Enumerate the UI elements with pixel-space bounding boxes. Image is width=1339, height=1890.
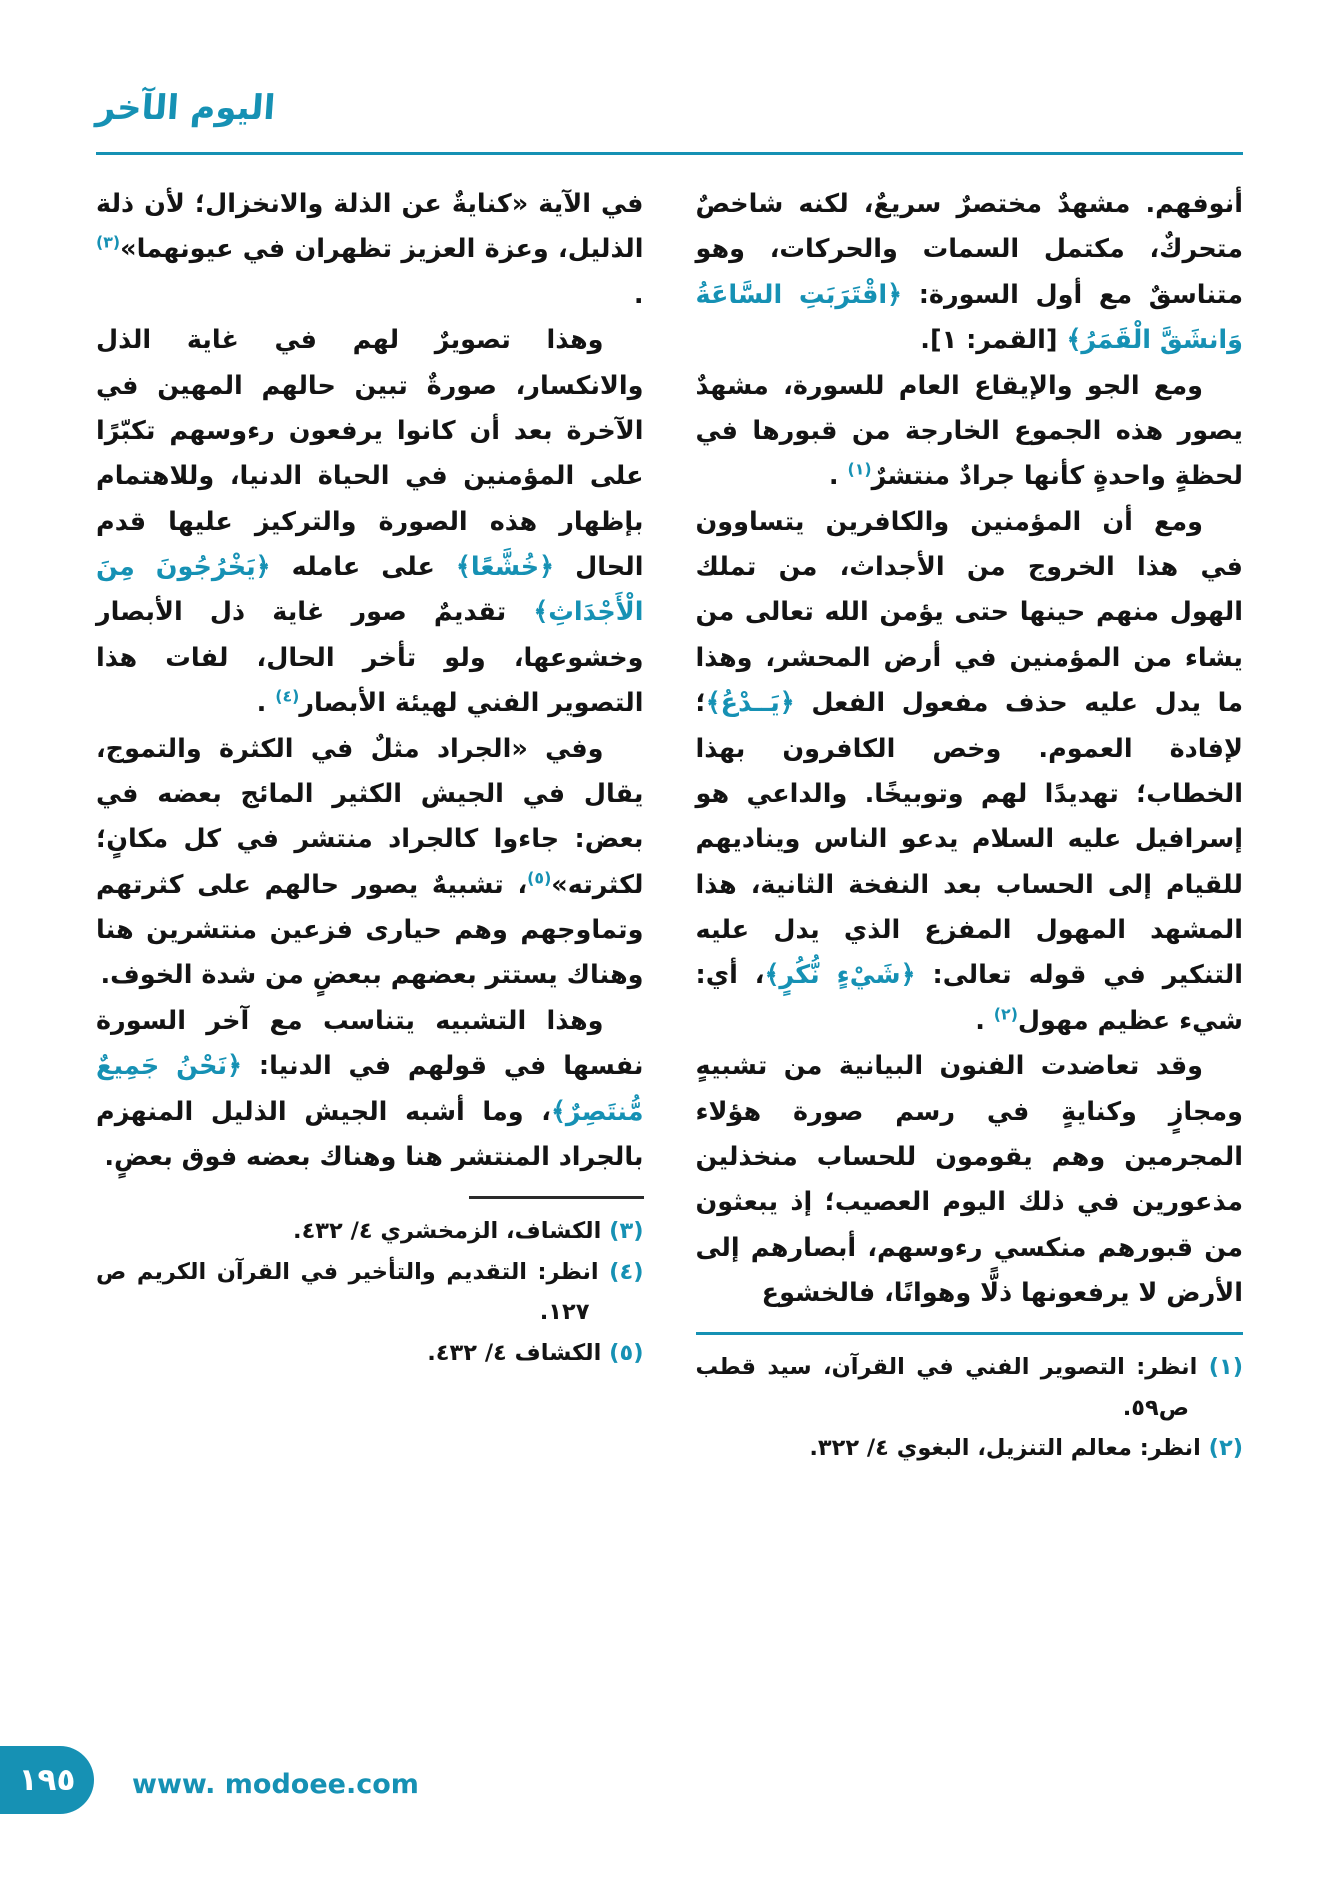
- left-column-body: [96, 182, 644, 1180]
- footnote-ref: (٤): [275, 686, 300, 706]
- text-run: وفي «الجراد مثلٌ في الكثرة والتموج، يقال في الجيش الكثير المائج بعضه في بعض: جاءوا كالجراد منتشر في كل مكانٍ؛ لكثرته»: [96, 733, 644, 900]
- text-run: .: [633, 279, 644, 310]
- quran-verse: ﴿خُشَّعًا﴾: [455, 552, 555, 582]
- text-run: أنوفهم. مشهدٌ مختصرٌ سريعٌ، لكنه شاخصٌ متحركٌ، مكتمل السمات والحركات، وهو متناسقٌ مع أول السورة:: [695, 189, 1243, 310]
- text-run: تقديمٌ صور غاية ذل الأبصار وخشوعها، ولو تأخر الحال، لفات هذا التصوير الفني لهيئة الأبصار: [96, 597, 644, 719]
- text-run: ، تشبيهٌ يصور حالهم على كثرتهم وتماوجهم وهم حيارى فزعين منتشرين هنا وهناك يستتر بعضهم ببعضٍ من شدة الخوف.: [96, 869, 644, 991]
- quran-verse: ﴿اقْتَرَبَتِ السَّاعَةُ وَانشَقَّ الْقَمَرُ﴾: [695, 279, 1243, 356]
- text-run: على عامله: [270, 552, 456, 582]
- body-paragraph: [696, 1044, 1244, 1316]
- footnote-number: (٣): [601, 1218, 644, 1245]
- footnote: [96, 1252, 644, 1333]
- quran-verse: ﴿يَخْرُجُونَ مِنَ الْأَجْدَاثِ﴾: [96, 552, 644, 628]
- text-run: .: [975, 1005, 994, 1036]
- text-run: الكشاف ٤/ ٤٣٢.: [427, 1339, 602, 1366]
- right-column-footnotes: [696, 1347, 1244, 1469]
- quran-verse: ﴿نَحْنُ جَمِيعٌ مُّنتَصِرٌ﴾: [96, 1051, 644, 1127]
- page-number: ١٩٥: [18, 1762, 76, 1798]
- footnote-number: (٢): [1200, 1435, 1243, 1462]
- text-run: في الآية «كنايةٌ عن الذلة والانخزال؛ لأن ذلة الذليل، وعزة العزيز تظهران في عيونهما»: [96, 189, 644, 265]
- text-run: .: [828, 461, 848, 492]
- text-run: انظر: التصوير الفني في القرآن، سيد قطب ص٥٩.: [695, 1354, 1198, 1421]
- footnote-number: (٤): [598, 1258, 644, 1285]
- text-run: .: [256, 688, 276, 719]
- text-columns: [96, 182, 1243, 1469]
- footnote-ref: (١): [847, 459, 872, 479]
- footnote-number: (١): [1197, 1354, 1244, 1381]
- text-run: الكشاف، الزمخشري ٤/ ٤٣٢.: [293, 1218, 602, 1245]
- body-paragraph: [96, 182, 644, 318]
- right-column: [696, 182, 1244, 1469]
- footnote-ref: (٣): [96, 232, 121, 252]
- left-column: [96, 182, 644, 1469]
- page-number-tab: [0, 1746, 94, 1814]
- footnote: [696, 1347, 1244, 1428]
- text-run: [القمر: ١].: [920, 325, 1067, 356]
- left-column-footnotes: [96, 1211, 644, 1373]
- body-paragraph: [96, 727, 644, 999]
- footnote-ref: (٥): [527, 868, 552, 888]
- body-paragraph: [696, 500, 1244, 1045]
- footnote: [96, 1211, 644, 1252]
- text-run: وهذا تصويرٌ لهم في غاية الذل والانكسار، صورةٌ تبين حالهم المهين في الآخرة بعد أن كانوا يرفعون رءوسهم تكبّرًا على المؤمنين في الحياة الدنيا، وللاهتمام بإظهار هذه الصورة والتركيز عليها قدم الحال: [96, 325, 644, 582]
- header-divider: [96, 152, 1243, 155]
- body-paragraph: [96, 999, 644, 1181]
- footnote-number: (٥): [601, 1339, 644, 1366]
- body-paragraph: [696, 182, 1244, 364]
- right-footnote-divider: [696, 1332, 1244, 1335]
- footnote: [96, 1333, 644, 1374]
- publisher-website: www. modoee.com: [132, 1769, 419, 1800]
- quran-verse: ﴿يَــدْعُ﴾: [705, 688, 795, 719]
- text-run: وهذا التشبيه يتناسب مع آخر السورة نفسها في قولهم في الدنيا:: [96, 1005, 644, 1082]
- text-run: ؛ لإفادة العموم. وخص الكافرون بهذا الخطاب؛ تهديدًا لهم وتوبيخًا. والداعي هو إسرافيل عليه السلام يدعو الناس ويناديهم للقيام إلى الحساب بعد النفخة الثانية، هذا المشهد المهول المفزع الذي يدل عليه التنكير في قوله تعالى:: [695, 688, 1243, 991]
- text-run: انظر: التقديم والتأخير في القرآن الكريم ص ١٢٧.: [96, 1258, 599, 1326]
- footnote: [696, 1428, 1244, 1469]
- text-run: ، أي: شيء عظيم مهول: [695, 960, 1243, 1036]
- body-paragraph: [696, 364, 1244, 500]
- right-column-body: [696, 182, 1244, 1316]
- left-footnote-divider: [469, 1196, 644, 1199]
- chapter-title: اليوم الآخر: [94, 88, 277, 128]
- text-run: ومع أن المؤمنين والكافرين يتساوون في هذا الخروج من الأجداث، من تملك الهول منهم حينها حتى يؤمن الله تعالى من يشاء من المؤمنين في أرض المحشر، وهذا ما يدل عليه حذف مفعول الفعل: [695, 506, 1243, 719]
- text-run: ، وما أشبه الجيش الذليل المنهزم بالجراد المنتشر هنا وهناك بعضه فوق بعضٍ.: [96, 1096, 644, 1172]
- footnote-ref: (٢): [993, 1004, 1018, 1024]
- body-paragraph: [96, 318, 644, 726]
- text-run: وقد تعاضدت الفنون البيانية من تشبيهٍ ومجازٍ وكنايةٍ في رسم صورة هؤلاء المجرمين وهم يقومون للحساب منخذلين مذعورين في ذلك اليوم العصيب؛ إذ يبعثون من قبورهم منكسي رءوسهم، أبصارهم إلى الأرض لا يرفعونها ذلًّا وهوانًا، فالخشوع: [695, 1051, 1243, 1308]
- text-run: انظر: معالم التنزيل، البغوي ٤/ ٣٢٢.: [809, 1435, 1201, 1462]
- quran-verse: ﴿شَيْءٍ نُّكُرٍ﴾: [764, 960, 916, 991]
- text-run: ومع الجو والإيقاع العام للسورة، مشهدٌ يصور هذه الجموع الخارجة من قبورها في لحظةٍ واحدةٍ كأنها جرادٌ منتشرٌ: [695, 370, 1243, 492]
